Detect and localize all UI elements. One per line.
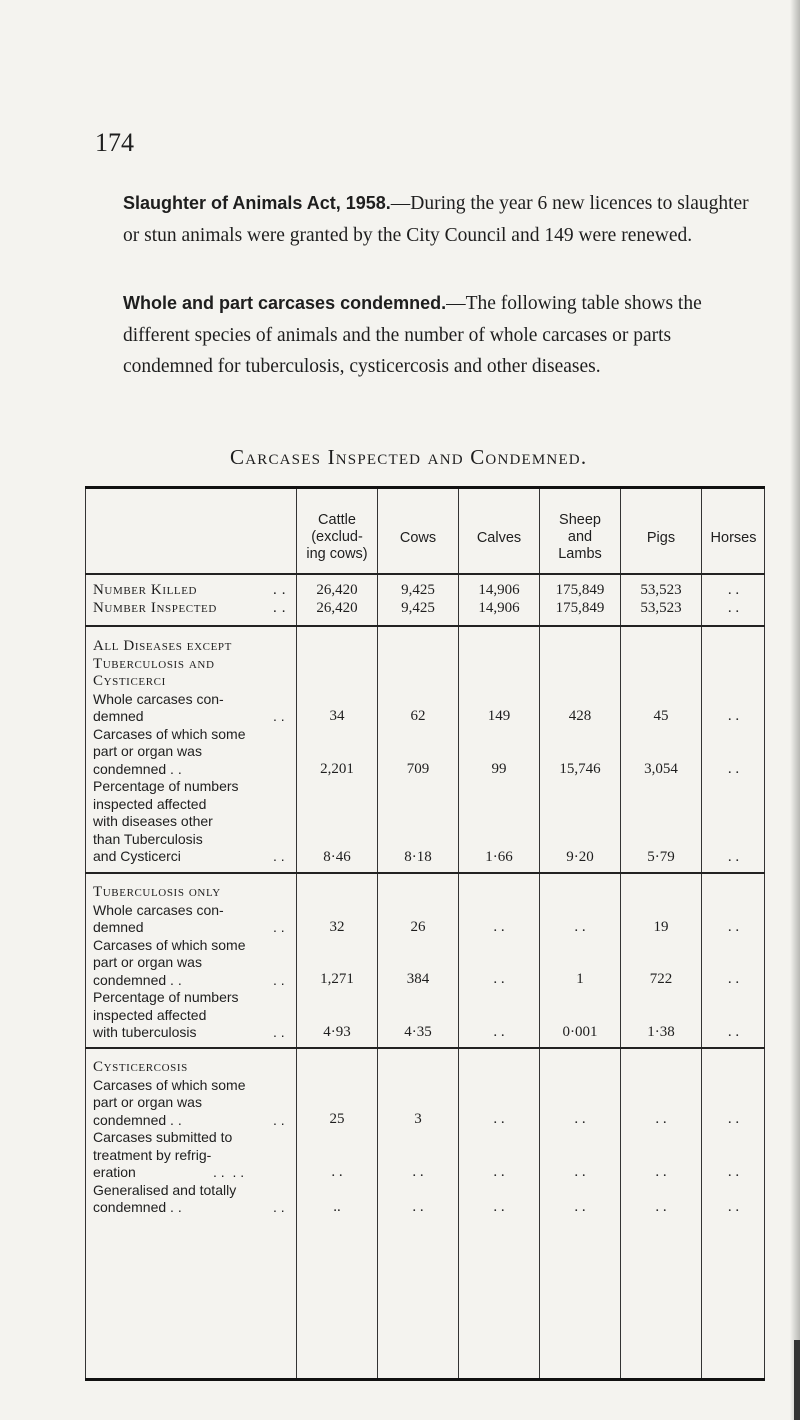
column-header-cattle: Cattle (exclud- ing cows) [306, 512, 368, 562]
table-cell: 3,054 [644, 761, 678, 777]
carcases-table [85, 486, 765, 1381]
table-cell: . . [727, 761, 740, 777]
table-cell: 19 [653, 919, 669, 935]
table-cell: . . [727, 1111, 740, 1127]
table-cell: . . [727, 582, 740, 598]
table-cell: 9,425 [401, 600, 435, 616]
paragraph-heading: Whole and part carcases condemned. [123, 293, 447, 313]
table-cell: 26 [410, 919, 426, 935]
table-cell: . . [727, 708, 740, 724]
table-cell: . . [655, 1111, 667, 1127]
table-cell: 8·18 [404, 849, 432, 865]
table-cell: 26,420 [316, 582, 358, 598]
table-cell: 1·66 [485, 849, 513, 865]
row-label-percentage: Percentage of numbers inspected affected with tuberculosis . . [93, 989, 285, 1040]
table-cell: 53,523 [640, 600, 682, 616]
page-number: 174 [95, 128, 134, 157]
table-cell: 32 [329, 919, 345, 935]
paragraph-heading: Slaughter of Animals Act, 1958. [123, 193, 391, 213]
table-cell: 25 [329, 1111, 345, 1127]
column-header-sheep: Sheep and Lambs [558, 512, 602, 562]
table-cell: . . [727, 971, 740, 987]
table-cell: 0·001 [562, 1024, 598, 1040]
paragraph-text: —The following table shows the different species of animals and the number of whole carcases or parts condemned for tuberculosis, cysticercosis and other diseases. [123, 293, 702, 377]
table-cell: 1·38 [647, 1024, 675, 1040]
column-header-cows: Cows [399, 530, 437, 546]
section-divider [85, 872, 765, 874]
table-cell: 53,523 [640, 582, 682, 598]
table-cell: . . [574, 1111, 586, 1127]
table-title: Carcases Inspected and Condemned. [230, 445, 588, 469]
table-cell: 3 [414, 1111, 422, 1127]
table-cell: . . [574, 1164, 586, 1180]
table-cell: . . [412, 1199, 424, 1215]
header-divider [85, 573, 765, 575]
section-heading-all-diseases: All Diseases except Tuberculosis and Cysticerci Whole carcases con- demned . . Carcases of which some part or organ was condemned . . Percentage of numbers inspected affected with diseases other than Tuberculosis and Cysticerci . . [93, 638, 293, 866]
section-divider [85, 1047, 765, 1049]
paragraph-slaughter-act [123, 188, 763, 251]
page-edge-corner [794, 1340, 800, 1420]
table-cell: . . [493, 919, 505, 935]
table-cell: 722 [649, 971, 673, 987]
table-cell: 34 [329, 708, 345, 724]
column-header-calves: Calves [476, 530, 522, 546]
table-cell: . . [727, 849, 740, 865]
table-border-left [85, 489, 86, 1378]
row-label-whole: Whole carcases con- demned . . [93, 690, 285, 724]
table-cell: 4·93 [323, 1024, 351, 1040]
table-cell: 384 [406, 971, 430, 987]
table-cell: . . [727, 1024, 740, 1040]
table-cell: 45 [653, 708, 669, 724]
table-cell: 175,849 [555, 600, 605, 616]
table-cell: . . [727, 1164, 740, 1180]
table-cell: 9·20 [566, 849, 594, 865]
table-cell: 1,271 [320, 971, 354, 987]
table-cell: 8·46 [323, 849, 351, 865]
column-header-pigs: Pigs [646, 530, 676, 546]
table-cell: . . [727, 919, 740, 935]
table-cell: . . [655, 1199, 667, 1215]
table-cell: . . [493, 1199, 505, 1215]
table-cell: . . [412, 1164, 424, 1180]
page-edge-shadow [790, 0, 800, 1420]
table-cell: 428 [568, 708, 592, 724]
table-cell: 15,746 [559, 761, 601, 777]
table-cell: 2,201 [320, 761, 354, 777]
table-cell: . . [727, 1199, 740, 1215]
table-cell: 26,420 [316, 600, 358, 616]
table-cell: 14,906 [478, 582, 520, 598]
table-cell: 4·35 [404, 1024, 432, 1040]
table-cell: 709 [406, 761, 430, 777]
table-cell: . . [493, 1111, 505, 1127]
table-cell: 149 [487, 708, 511, 724]
row-label-part: Carcases of which some part or organ was condemned . . . . [93, 936, 285, 988]
table-cell: . . [331, 1164, 343, 1180]
row-label-number-inspected: Number Inspected . . [93, 600, 287, 616]
row-label-percentage: Percentage of numbers inspected affected with diseases other than Tuberculosis and Cysticerci . . [93, 778, 285, 864]
table-cell: . . [574, 919, 586, 935]
table-cell: . . [493, 1164, 505, 1180]
table-cell: 62 [410, 708, 426, 724]
table-cell: . . [655, 1164, 667, 1180]
row-label-part: Carcases of which some part or organ was condemned . . . . [93, 1076, 285, 1128]
section-heading-tuberculosis: Tuberculosis only Whole carcases con- demned . . Carcases of which some part or organ was condemned . . . . Percentage of numbers inspected affected with tuberculosis . . [93, 884, 293, 1042]
table-cell: . . [574, 1199, 586, 1215]
table-cell: 175,849 [555, 582, 605, 598]
table-cell: . . [493, 971, 505, 987]
paragraph-carcases-condemned [123, 288, 763, 383]
table-cell: 5·79 [647, 849, 675, 865]
row-label-refrigeration: Carcases submitted to treatment by refrig- eration . . . . [93, 1129, 245, 1180]
table-cell: 14,906 [478, 600, 520, 616]
table-cell: 99 [491, 761, 507, 777]
row-label-whole: Whole carcases con- demned . . [93, 901, 285, 935]
table-cell: 1 [576, 971, 584, 987]
row-label-number-killed: Number Killed . . [93, 582, 287, 598]
table-cell: .. [333, 1199, 341, 1215]
paragraph-text: —During the year 6 new licences to slaughter or stun animals were granted by the City Council and 149 were renewed. [123, 193, 749, 246]
section-divider [85, 625, 765, 627]
row-label-totally-condemned: Generalised and totally condemned . . . . [93, 1181, 285, 1215]
row-label-part: Carcases of which some part or organ was condemned . . [93, 725, 246, 777]
table-cell: 9,425 [401, 582, 435, 598]
section-heading-cysticercosis: Cysticercosis Carcases of which some part or organ was condemned . . . . Carcases submitted to treatment by refrig- eration . . . . Generalised and totally condemned . . . . [93, 1059, 293, 1217]
table-cell: . . [493, 1024, 505, 1040]
table-cell: . . [727, 600, 740, 616]
column-header-horses: Horses [710, 530, 757, 546]
